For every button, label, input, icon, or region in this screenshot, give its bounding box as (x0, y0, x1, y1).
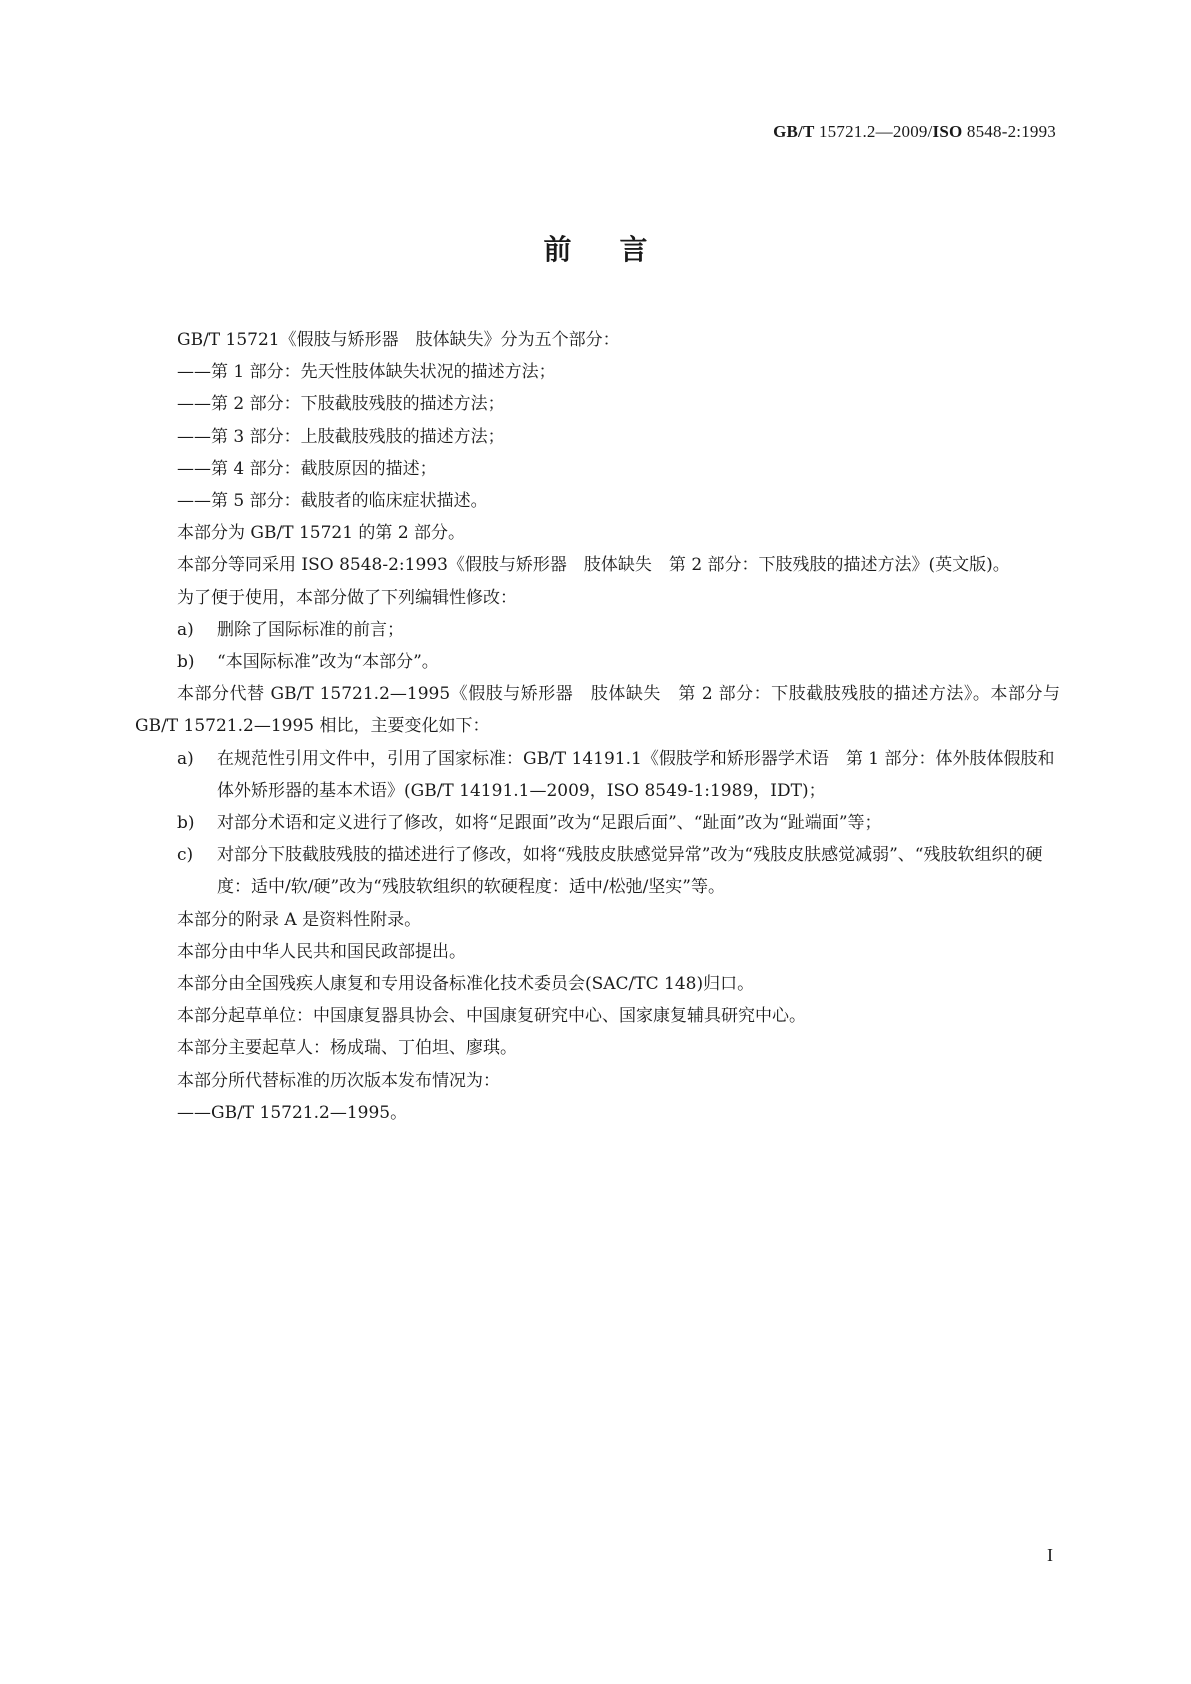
replaces-paragraph: 本部分代替 GB/T 15721.2—1995《假肢与矫形器 肢体缺失 第 2 部分：下肢截肢残肢的描述方法》。本部分与 GB/T 15721.2—1995 相比，主要变化如下： (135, 684, 1060, 737)
item-marker: a) (177, 748, 194, 769)
std-prefix: GB/T (773, 122, 815, 141)
page-title: 前言 (543, 233, 696, 266)
drafters-paragraph: 本部分主要起草人：杨成瑞、丁伯坦、廖琪。 (177, 1038, 517, 1059)
page-number: I (1047, 1545, 1053, 1565)
intro-paragraph: GB/T 15721《假肢与矫形器 肢体缺失》分为五个部分： (177, 330, 620, 350)
this-part-paragraph: 本部分为 GB/T 15721 的第 2 部分。 (177, 523, 466, 544)
history-item: ——GB/T 15721.2—1995。 (177, 1102, 408, 1123)
item-marker: b) (177, 813, 195, 834)
part-list-item: ——第 5 部分：截肢者的临床症状描述。 (177, 491, 488, 512)
adoption-paragraph: 本部分等同采用 ISO 8548-2:1993《假肢与矫形器 肢体缺失 第 2 部分：下肢残肢的描述方法》(英文版)。 (177, 555, 1010, 576)
std-number: 15721.2—2009/ (818, 122, 933, 141)
standard-code-header (773, 122, 1056, 142)
editorial-item (135, 646, 1060, 678)
item-marker: c) (177, 845, 194, 866)
proposed-by-paragraph: 本部分由中华人民共和国民政部提出。 (177, 941, 466, 962)
part-list-item: ——第 2 部分：下肢截肢残肢的描述方法； (177, 394, 505, 415)
part-list-item: ——第 4 部分：截肢原因的描述； (177, 458, 437, 479)
item-text: 对部分下肢截肢残肢的描述进行了修改，如将“残肢皮肤感觉异常”改为“残肢皮肤感觉减弱”、“残肢软组织的硬度：适中/软/硬”改为“残肢软组织的软硬程度：适中/松弛/坚实”等。 (217, 845, 1043, 898)
iso-prefix: ISO (932, 122, 963, 141)
part-list-item: ——第 3 部分：上肢截肢残肢的描述方法； (177, 426, 505, 447)
foreword-body (135, 324, 1060, 1129)
change-item (135, 807, 1060, 839)
iso-number: 8548-2:1993 (966, 122, 1056, 141)
item-marker: b) (177, 652, 195, 673)
editorial-intro: 为了便于使用，本部分做了下列编辑性修改： (177, 587, 517, 608)
item-text: 删除了国际标准的前言； (217, 619, 404, 640)
editorial-item (135, 614, 1060, 646)
history-intro: 本部分所代替标准的历次版本发布情况为： (177, 1070, 500, 1091)
item-marker: a) (177, 619, 194, 640)
item-text: 在规范性引用文件中，引用了国家标准：GB/T 14191.1《假肢学和矫形器学术语 第 1 部分：体外肢体假肢和体外矫形器的基本术语》(GB/T 14191.1—2009，ISO 8549-1:1989，IDT)； (217, 748, 1055, 801)
change-item (135, 743, 1060, 807)
annex-paragraph: 本部分的附录 A 是资料性附录。 (177, 909, 422, 930)
drafting-units-paragraph: 本部分起草单位：中国康复器具协会、中国康复研究中心、国家康复辅具研究中心。 (177, 1006, 806, 1027)
item-text: “本国际标准”改为“本部分”。 (217, 652, 439, 673)
managed-by-paragraph: 本部分由全国残疾人康复和专用设备标准化技术委员会(SAC/TC 148)归口。 (177, 974, 755, 995)
item-text: 对部分术语和定义进行了修改，如将“足跟面”改为“足跟后面”、“趾面”改为“趾端面”等； (217, 813, 882, 834)
part-list-item: ——第 1 部分：先天性肢体缺失状况的描述方法； (177, 362, 556, 383)
change-item (135, 839, 1060, 903)
